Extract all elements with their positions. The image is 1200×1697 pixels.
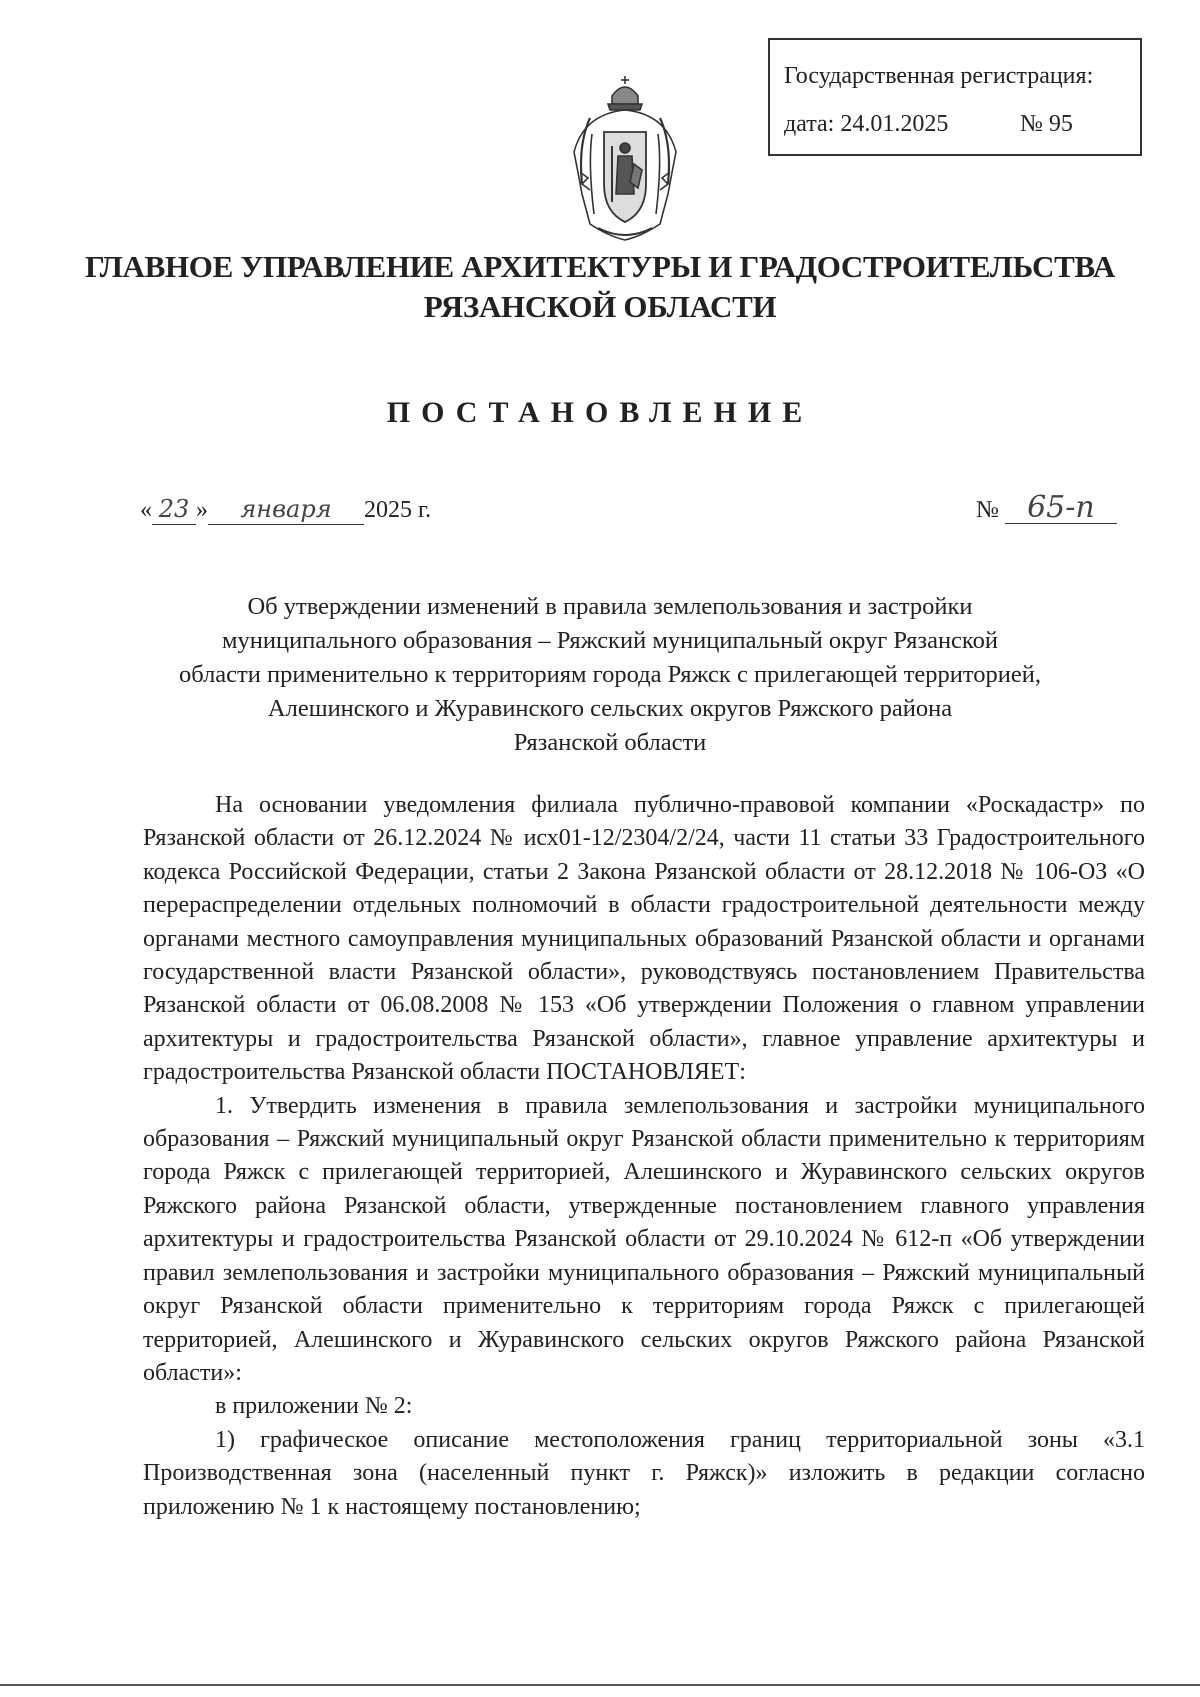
registration-date: дата: 24.01.2025	[784, 111, 949, 137]
title-line-3: области применительно к территориям города Ряжск с прилегающей территорией,	[178, 661, 1042, 688]
body-paragraph-subitem-1: 1) графическое описание местоположения границ территориальной зоны «3.1 Производственная зона (населенный пункт г. Ряжск)» изложить в редакции согласно приложению № 1 к настоящему постановлению;	[143, 1426, 1145, 1520]
number-sign: №	[976, 497, 999, 523]
title-line-1: Об утверждении изменений в правила землепользования и застройки	[247, 593, 973, 620]
title-line-2: муниципального образования – Ряжский муниципальный округ Рязанской	[222, 627, 998, 654]
date-month: января	[208, 494, 364, 525]
organization-header	[0, 247, 1200, 327]
registration-number: № 95	[1020, 111, 1073, 137]
title-line-4: Алешинского и Журавинского сельских округов Ряжского района	[267, 695, 953, 722]
document-type-heading: ПОСТАНОВЛЕНИЕ	[386, 396, 814, 429]
scan-bottom-rule	[0, 1684, 1200, 1686]
document-title	[130, 590, 1090, 760]
number-value: 65-п	[1005, 493, 1117, 524]
body-paragraph-item-1: 1. Утвердить изменения в правила землепользования и застройки муниципального образования – Ряжский муниципальный округ Рязанской области применительно к территориям города Ряжск с прилегающей территорией, Алешинского и Журавинского сельских округов Ряжского района Рязанской области, утвержденные постановлением главного управления архитектуры и градостроительства Рязанской области от 29.10.2024 № 612-п «Об утверждении правил землепользования и застройки муниципального образования – Ряжский муниципальный округ Рязанской области применительно к территориям города Ряжск с прилегающей территорией, Алешинского и Журавинского сельских округов Ряжского района Рязанской области»:	[143, 1092, 1145, 1386]
document-body	[143, 789, 1145, 1524]
coat-of-arms-icon	[568, 74, 682, 246]
date-day: 23	[152, 494, 196, 525]
organization-line-1: ГЛАВНОЕ УПРАВЛЕНИЕ АРХИТЕКТУРЫ И ГРАДОСТРОИТЕЛЬСТВА	[84, 249, 1115, 284]
title-line-5: Рязанской области	[513, 729, 707, 756]
document-date	[140, 492, 431, 528]
body-paragraph-basis: На основании уведомления филиала публично-правовой компании «Роскадастр» по Рязанской области от 26.12.2024 № исх01-12/2304/2/24, части 11 статьи 33 Градостроительного кодекса Российской Федерации, статьи 2 Закона Рязанской области от 28.12.2018 № 106-ОЗ «О перераспределении отдельных полномочий в области градостроительной деятельности между органами местного самоуправления муниципальных образований Рязанской области и органами государственной власти Рязанской области», руководствуясь постановлением Правительства Рязанской области от 06.08.2008 № 153 «Об утверждении Положения о главном управлении архитектуры и градостроительства Рязанской области», главное управление архитектуры и градостроительства Рязанской области ПОСТАНОВЛЯЕТ:	[143, 792, 1145, 1086]
date-year: 2025 г.	[364, 497, 432, 523]
date-open-quote: «	[140, 497, 152, 523]
registration-stamp	[768, 38, 1142, 156]
body-paragraph-appendix: в приложении № 2:	[215, 1393, 413, 1420]
registration-title: Государственная регистрация:	[784, 63, 1094, 89]
document-number	[976, 492, 1117, 528]
date-close-quote: »	[196, 497, 208, 523]
organization-line-2: РЯЗАНСКОЙ ОБЛАСТИ	[423, 289, 777, 324]
